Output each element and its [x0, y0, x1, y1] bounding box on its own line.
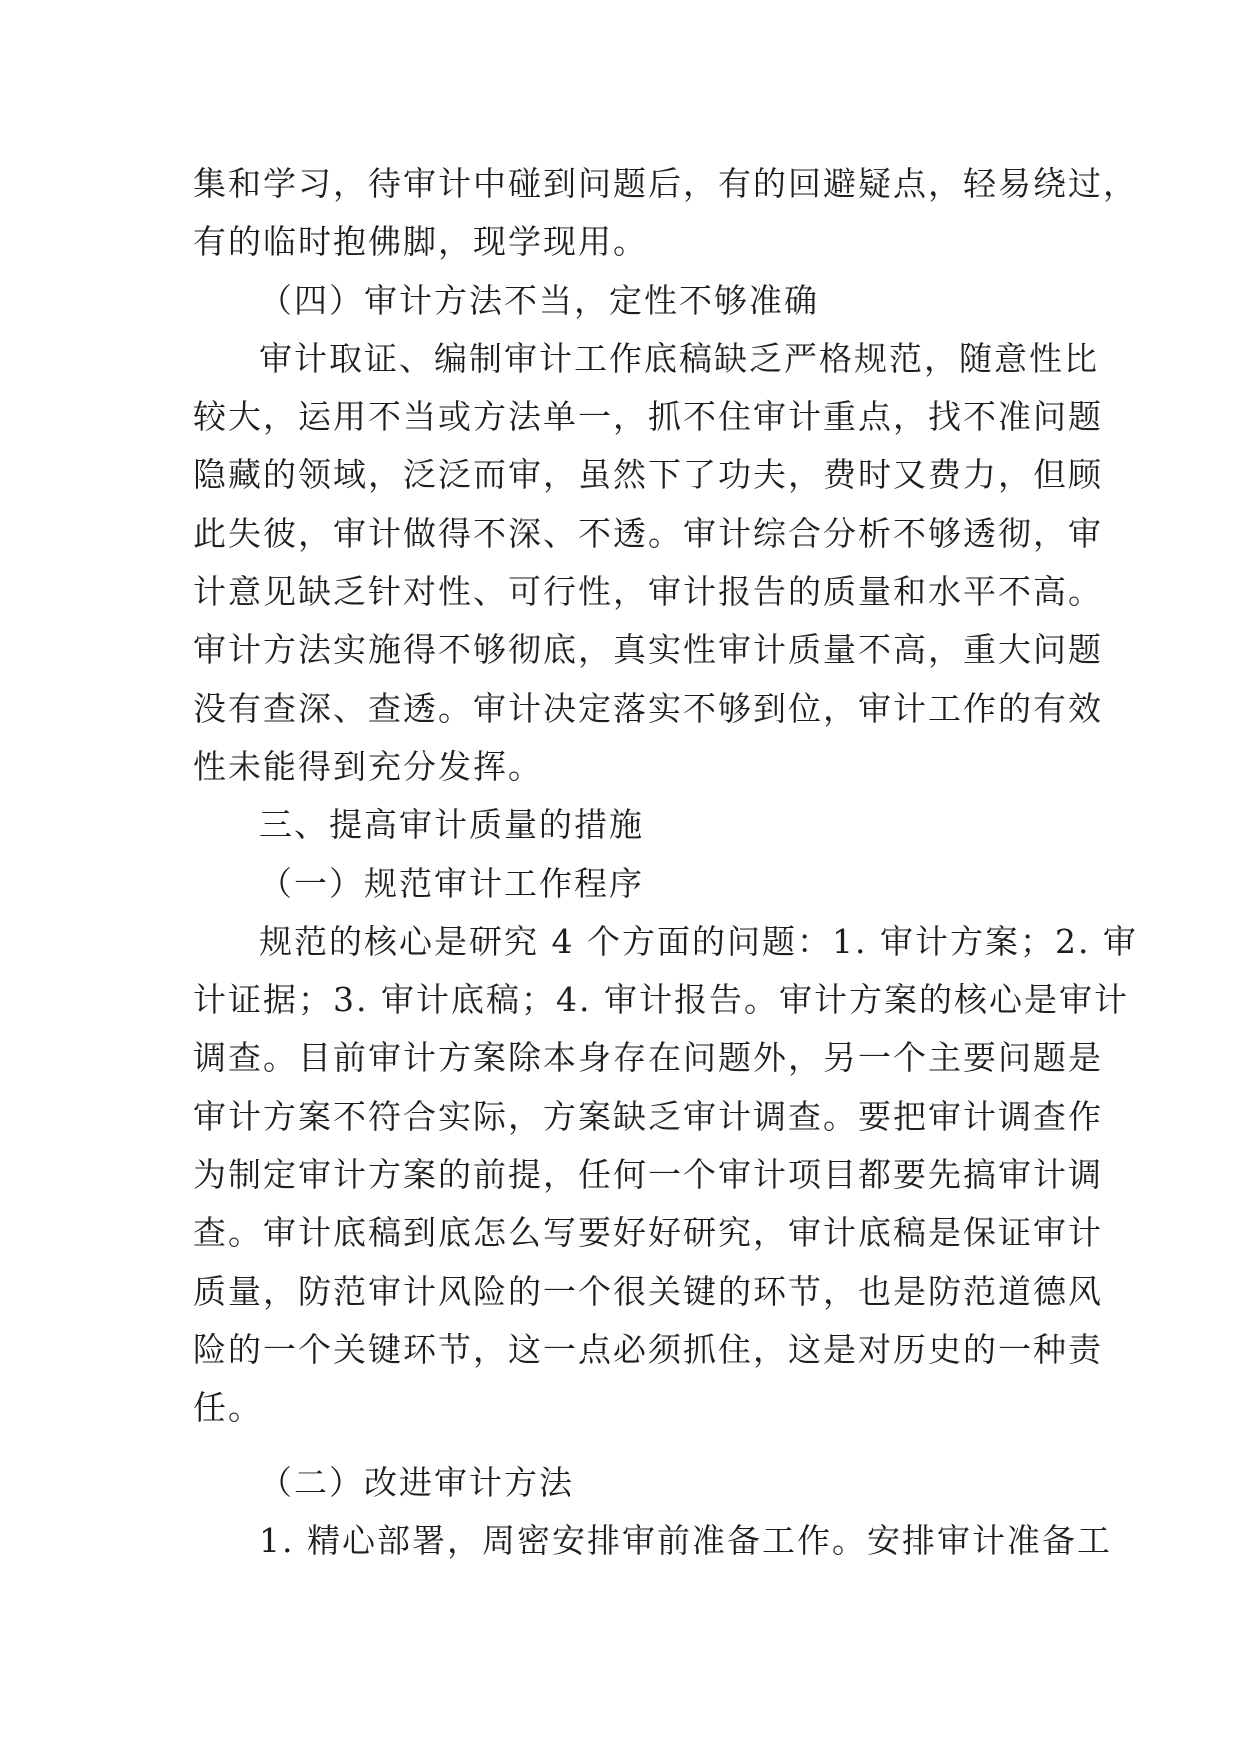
- text-line: 计证据；3. 审计底稿；4. 审计报告。审计方案的核心是审计: [193, 980, 1129, 1020]
- paragraph-start: 审计取证、编制审计工作底稿缺乏严格规范，随意性比: [259, 338, 1099, 378]
- section-heading: 三、提高审计质量的措施: [259, 805, 644, 845]
- text-line: 有的临时抱佛脚，现学现用。: [193, 222, 648, 262]
- text-line: 集和学习，待审计中碰到问题后，有的回避疑点，轻易绕过，: [193, 164, 1138, 203]
- subsection-heading: （一）规范审计工作程序: [259, 863, 644, 903]
- text-line: 没有查深、查透。审计决定落实不够到位，审计工作的有效: [193, 688, 1103, 728]
- text-line: 险的一个关键环节，这一点必须抓住，这是对历史的一种责: [193, 1329, 1103, 1369]
- text-line: 隐藏的领域，泛泛而审，虽然下了功夫，费时又费力，但顾: [193, 455, 1103, 495]
- text-line: 较大，运用不当或方法单一，抓不住审计重点，找不准问题: [193, 397, 1103, 437]
- text-line: 调查。目前审计方案除本身存在问题外，另一个主要问题是: [193, 1038, 1103, 1078]
- paragraph-start: 1. 精心部署，周密安排审前准备工作。安排审计准备工: [259, 1520, 1112, 1560]
- subsection-heading: （二）改进审计方法: [259, 1462, 574, 1502]
- text-line: 审计方案不符合实际，方案缺乏审计调查。要把审计调查作: [193, 1096, 1103, 1136]
- text-line: 质量，防范审计风险的一个很关键的环节，也是防范道德风: [193, 1271, 1103, 1311]
- text-line: 审计方法实施得不够彻底，真实性审计质量不高，重大问题: [193, 630, 1103, 670]
- section-heading: （四）审计方法不当，定性不够准确: [259, 280, 819, 320]
- paragraph-start: 规范的核心是研究 4 个方面的问题：1. 审计方案；2. 审: [259, 921, 1138, 961]
- body-text: [193, 155, 1138, 1570]
- text-line: 为制定审计方案的前提，任何一个审计项目都要先搞审计调: [193, 1155, 1103, 1195]
- text-line: 此失彼，审计做得不深、不透。审计综合分析不够透彻，审: [193, 513, 1103, 553]
- text-line: 查。审计底稿到底怎么写要好好研究，审计底稿是保证审计: [193, 1213, 1103, 1253]
- text-line: 任。: [193, 1388, 263, 1428]
- text-line: 计意见缺乏针对性、可行性，审计报告的质量和水平不高。: [193, 572, 1103, 612]
- text-line: 性未能得到充分发挥。: [193, 746, 543, 786]
